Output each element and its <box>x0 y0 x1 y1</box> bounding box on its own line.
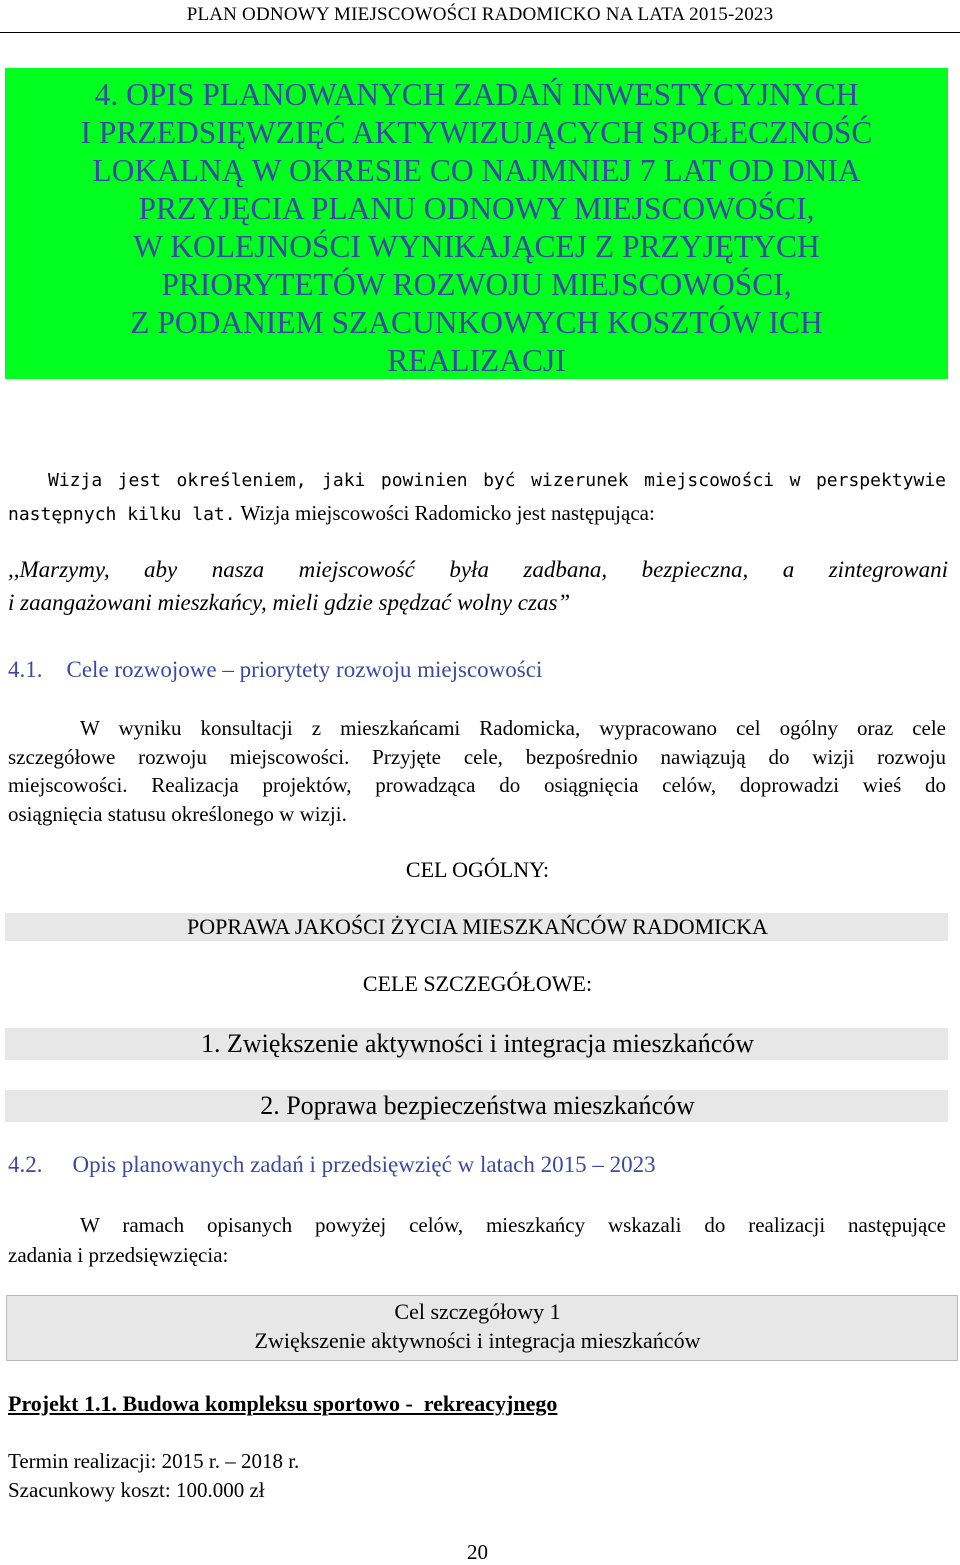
section-4-2-paragraph <box>8 1210 946 1270</box>
section-title: Cele rozwojowe – priorytety rozwoju miejscowości <box>66 657 543 682</box>
vision-line-mono: następnych kilku lat. <box>8 504 236 525</box>
vision-line <box>8 499 946 529</box>
cele-szczegolowe-label: CELE SZCZEGÓŁOWE: <box>362 971 593 996</box>
cel-box-line: Zwiększenie aktywności i integracja mieszkańców <box>254 1328 701 1353</box>
project-termin: Termin realizacji: 2015 r. – 2018 r. <box>8 1449 300 1473</box>
cel-szczegolowy-1: 1. Zwiększenie aktywności i integracja mieszkańców <box>200 1029 755 1058</box>
page-number: 20 <box>467 1540 488 1564</box>
vision-paragraph <box>8 466 946 529</box>
section-4-2-heading <box>8 1152 656 1178</box>
vision-line: Wizja jest określeniem, jaki powinien być wizerunek miejscowości w perspektywie <box>48 470 946 491</box>
chapter-title-line: Z PODANIEM SZACUNKOWYCH KOSZTÓW ICH <box>130 305 823 340</box>
chapter-title-line: I PRZEDSIĘWZIĘĆ AKTYWIZUJĄCYCH SPOŁECZNOŚĆ <box>80 115 873 150</box>
project-title: Projekt 1.1. Budowa kompleksu sportowo - rekreacyjnego <box>8 1391 558 1416</box>
cel-ogolny-label: CEL OGÓLNY: <box>405 857 550 882</box>
chapter-title <box>5 76 948 380</box>
chapter-title-line: W KOLEJNOŚCI WYNIKAJĄCEJ Z PRZYJĘTYCH <box>133 229 820 264</box>
paragraph-line: miejscowości. Realizacja projektów, prowadząca do osiągnięcia celów, doprowadzi wieś do <box>8 773 946 797</box>
paragraph-line: zadania i przedsięwzięcia: <box>8 1243 229 1267</box>
cel-szczegolowy-2: 2. Poprawa bezpieczeństwa mieszkańców <box>260 1091 695 1120</box>
section-number: 4.2. <box>8 1152 43 1177</box>
header-rule <box>0 32 960 33</box>
cel-box-text <box>0 1297 955 1355</box>
paragraph-line: szczegółowe rozwoju miejscowości. Przyjęte cele, bezpośrednio nawiązują do wizji rozwoju <box>8 744 946 769</box>
running-header: PLAN ODNOWY MIEJSCOWOŚCI RADOMICKO NA LATA 2015-2023 <box>186 4 774 25</box>
section-4-1-heading <box>8 657 542 683</box>
chapter-title-line: REALIZACJI <box>387 343 566 378</box>
section-title: Opis planowanych zadań i przedsięwzięć w latach 2015 – 2023 <box>72 1152 656 1177</box>
section-number: 4.1. <box>8 657 43 682</box>
paragraph-line: osiągnięcia statusu określonego w wizji. <box>8 801 347 826</box>
paragraph-line: W wyniku konsultacji z mieszkańcami Radomicka, wypracowano cel ogólny oraz cele <box>80 716 946 740</box>
chapter-title-line: LOKALNĄ W OKRESIE CO NAJMNIEJ 7 LAT OD DNIA <box>92 153 861 188</box>
vision-quote-line: i zaangażowani mieszkańcy, mieli gdzie spędzać wolny czas” <box>8 590 571 615</box>
paragraph-line: W ramach opisanych powyżej celów, mieszkańcy wskazali do realizacji następujące <box>80 1213 946 1237</box>
cel-ogolny-value: POPRAWA JAKOŚCI ŻYCIA MIESZKAŃCÓW RADOMICKA <box>187 914 768 939</box>
project-details <box>8 1447 299 1505</box>
chapter-title-line: PRZYJĘCIA PLANU ODNOWY MIEJSCOWOŚCI, <box>138 191 815 226</box>
vision-line-rest: Wizja miejscowości Radomicko jest następująca: <box>235 501 655 525</box>
chapter-title-line: PRIORYTETÓW ROZWOJU MIEJSCOWOŚCI, <box>161 267 792 302</box>
project-koszt: Szacunkowy koszt: 100.000 zł <box>8 1478 265 1502</box>
cel-box-line: Cel szczegółowy 1 <box>394 1299 561 1324</box>
vision-quote <box>8 553 948 619</box>
vision-quote-line: ,,Marzymy, aby nasza miejscowość była zadbana, bezpieczna, a zintegrowani <box>8 557 948 582</box>
chapter-title-line: 4. OPIS PLANOWANYCH ZADAŃ INWESTYCYJNYCH <box>94 77 859 112</box>
section-4-1-paragraph <box>8 714 946 828</box>
